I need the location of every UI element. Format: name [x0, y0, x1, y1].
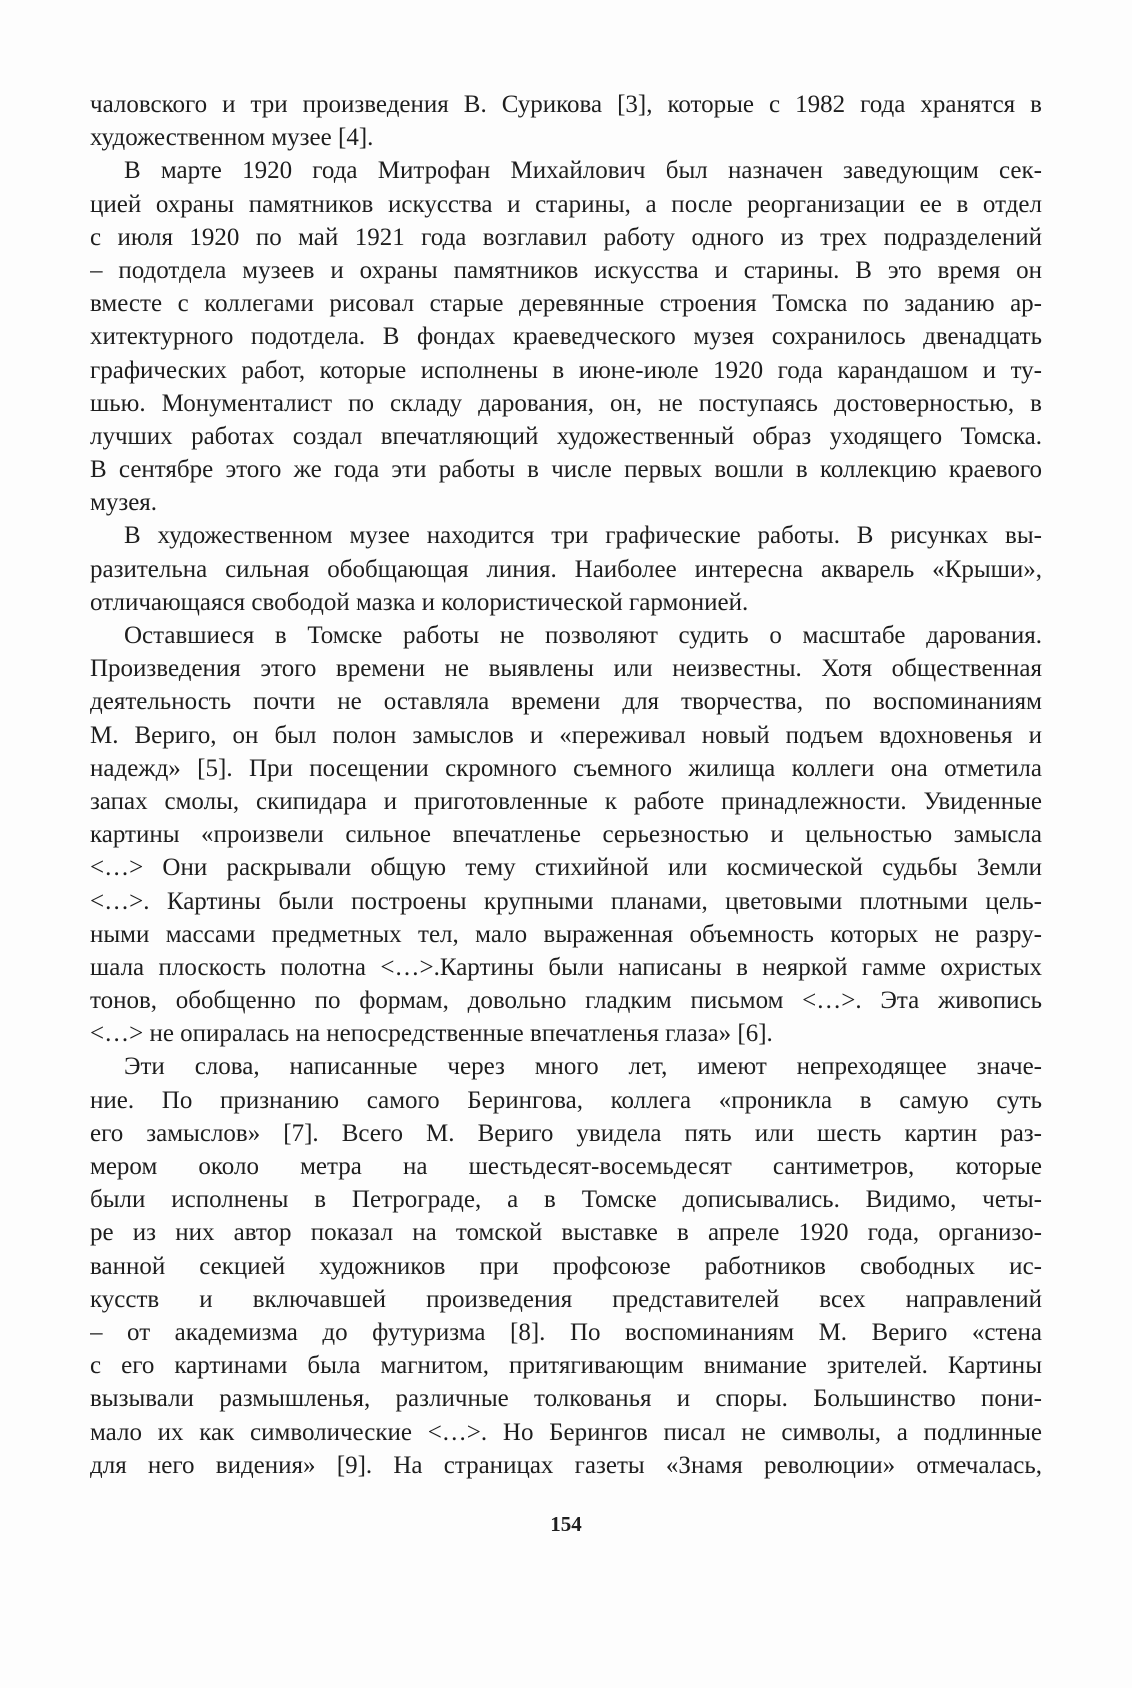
text-line: были исполнены в Петрограде, а в Томске дописывались. Видимо, четы-	[90, 1186, 1042, 1214]
text-line: для него видения» [9]. На страницах газеты «Знамя революции» отмечалась,	[90, 1451, 1042, 1479]
text-line: его замыслов» [7]. Всего М. Вериго увидела пять или шесть картин раз-	[90, 1119, 1042, 1147]
text-line: разительна сильная обобщающая линия. Наиболее интересна акварель «Крыши»,	[90, 555, 1042, 583]
text-line: отличающаяся свободой мазка и колористической гармонией.	[90, 588, 749, 616]
text-line: с июля 1920 по май 1921 года возглавил работу одного из трех подразделений	[90, 223, 1042, 251]
text-line: музея.	[90, 489, 158, 517]
text-line: вызывали размышленья, различные толкованья и споры. Большинство пони-	[90, 1385, 1042, 1413]
text-line: запах смолы, скипидара и приготовленные к работе принадлежности. Увиденные	[90, 787, 1042, 815]
text-line: Произведения этого времени не выявлены или неизвестны. Хотя общественная	[90, 655, 1042, 683]
text-line: мало их как символические <…>. Но Берингов писал не символы, а подлинные	[90, 1418, 1042, 1446]
text-line: чаловского и три произведения В. Сурикова [3], которые с 1982 года хранятся в	[90, 91, 1042, 118]
paragraph	[90, 1050, 1042, 1481]
text-line: шью. Монументалист по складу дарования, он, не поступаясь достоверностью, в	[90, 389, 1042, 417]
paragraph	[90, 154, 1042, 519]
text-line: В художественном музее находится три графические работы. В рисунках вы-	[124, 522, 1042, 550]
text-line: <…> не опиралась на непосредственные впечатленья глаза» [6].	[90, 1020, 773, 1048]
text-line: ре из них автор показал на томской выставке в апреле 1920 года, организо-	[90, 1219, 1042, 1247]
text-line: мером около метра на шестьдесят-восемьдесят сантиметров, которые	[90, 1153, 1042, 1180]
text-line: кусств и включавшей произведения представителей всех направлений	[90, 1285, 1042, 1313]
text-line: Оставшиеся в Томске работы не позволяют судить о масштабе дарования.	[124, 622, 1042, 649]
text-line: художественном музее [4].	[90, 124, 374, 152]
text-line: хитектурного подотдела. В фондах краеведческого музея сохранилось двенадцать	[90, 323, 1042, 351]
text-line: М. Вериго, он был полон замыслов и «переживал новый подъем вдохновенья и	[90, 721, 1042, 749]
text-line: вместе с коллегами рисовал старые деревянные строения Томска по заданию ар-	[90, 290, 1042, 318]
text-line: картины «произвели сильное впечатленье серьезностью и цельностью замысла	[90, 821, 1042, 849]
text-line: ными массами предметных тел, мало выраженная объемность которых не разру-	[90, 920, 1042, 948]
body-text	[90, 88, 1042, 1482]
text-line: <…> Они раскрывали общую тему стихийной или космической судьбы Земли	[90, 854, 1042, 882]
text-line: шала плоскость полотна <…>.Картины были написаны в неяркой гамме охристых	[90, 953, 1042, 981]
text-line: надежд» [5]. При посещении скромного съемного жилища коллеги она отметила	[90, 754, 1042, 782]
paragraph	[90, 619, 1042, 1050]
text-line: графических работ, которые исполнены в июне-июле 1920 года карандашом и ту-	[90, 356, 1042, 384]
text-line: Эти слова, написанные через много лет, имеют непреходящее значе-	[124, 1053, 1042, 1081]
page-number: 154	[550, 1512, 582, 1536]
text-line: В марте 1920 года Митрофан Михайлович был назначен заведующим сек-	[124, 157, 1042, 185]
text-line: деятельность почти не оставляла времени для творчества, по воспоминаниям	[90, 688, 1042, 716]
text-line: – от академизма до футуризма [8]. По воспоминаниям М. Вериго «стена	[90, 1318, 1042, 1346]
text-line: ванной секцией художников при профсоюзе работников свободных ис-	[90, 1252, 1042, 1280]
text-line: <…>. Картины были построены крупными планами, цветовыми плотными цель-	[90, 887, 1042, 915]
text-line: лучших работах создал впечатляющий художественный образ уходящего Томска.	[90, 422, 1042, 450]
paragraph	[90, 88, 1042, 154]
text-line: В сентябре этого же года эти работы в числе первых вошли в коллекцию краевого	[90, 456, 1042, 484]
text-line: с его картинами была магнитом, притягивающим внимание зрителей. Картины	[90, 1352, 1042, 1380]
text-line: ние. По признанию самого Берингова, коллега «проникла в самую суть	[90, 1086, 1042, 1114]
paragraph	[90, 519, 1042, 619]
text-line: тонов, обобщенно по формам, довольно гладким письмом <…>. Эта живопись	[90, 987, 1042, 1015]
text-line: – подотдела музеев и охраны памятников искусства и старины. В это время он	[90, 256, 1042, 284]
text-line: цией охраны памятников искусства и старины, а после реорганизации ее в отдел	[90, 190, 1042, 218]
